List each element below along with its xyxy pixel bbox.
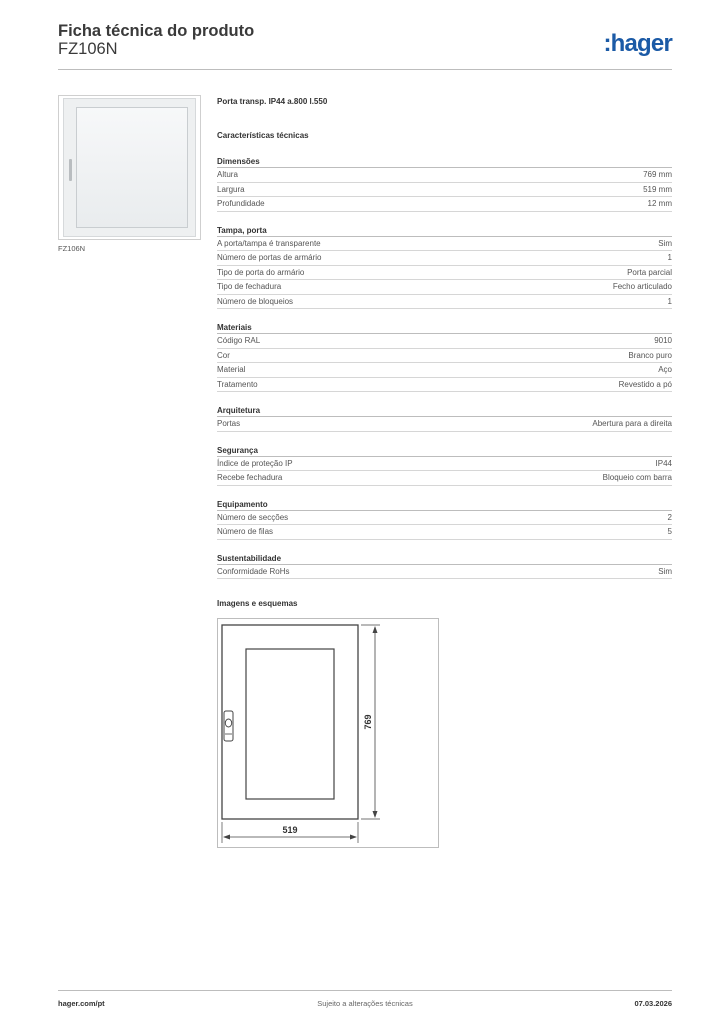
spec-sections [217,155,672,579]
width-label: 519 [282,825,298,835]
product-description: Porta transp. IP44 a.800 l.550 [217,97,328,106]
spec-row [217,168,672,183]
spec-row [217,251,672,266]
spec-value: 9010 [654,336,672,345]
spec-row [217,266,672,281]
spec-value: Sim [658,566,672,576]
door-drawing-svg [218,619,440,849]
spec-label: Tipo de fechadura [217,282,282,291]
section-title: Materiais [217,321,672,334]
spec-label: Cor [217,350,230,360]
spec-value: Branco puro [628,350,672,360]
spec-label: Largura [217,184,245,194]
section-title: Sustentabilidade [217,552,672,565]
spec-label: Altura [217,170,238,179]
spec-row [217,417,672,432]
spec-label: Conformidade RoHs [217,566,290,576]
footer-date: 07.03.2026 [634,999,672,1008]
characteristics-heading: Características técnicas [217,131,309,140]
spec-value: 5 [667,527,672,536]
spec-label: Material [217,365,246,374]
section-title: Segurança [217,444,672,457]
door-image [63,98,196,237]
spec-section [217,444,672,486]
spec-value: Sim [658,238,672,248]
section-title: Tampa, porta [217,224,672,237]
width-arrow-right [350,835,357,840]
spec-label: Número de secções [217,512,289,522]
spec-label: Recebe fechadura [217,473,283,482]
spec-section [217,224,672,310]
spec-row [217,334,672,349]
dimension-drawing [217,618,439,848]
page-header [58,20,672,70]
spec-value: 2 [667,512,672,522]
product-thumbnail[interactable] [58,95,201,240]
hager-logo[interactable] [603,30,672,58]
spec-label: Número de portas de armário [217,253,322,262]
spec-value: Aço [658,365,672,374]
height-arrow-bottom [373,811,378,818]
spec-label: Tipo de porta do armário [217,267,305,277]
spec-row [217,295,672,310]
glass-outline [246,649,334,799]
spec-value: Porta parcial [627,267,672,277]
spec-label: Índice de proteção IP [217,458,293,468]
spec-row [217,280,672,295]
spec-row [217,349,672,364]
spec-section [217,552,672,580]
section-title: Arquitetura [217,404,672,417]
height-arrow-top [373,626,378,633]
section-title: Equipamento [217,498,672,511]
spec-row [217,457,672,472]
spec-label: Número de filas [217,527,274,536]
door-outline [222,625,358,819]
spec-label: Tratamento [217,379,258,389]
spec-row [217,237,672,252]
spec-label: Profundidade [217,199,265,208]
spec-value: 1 [667,296,672,306]
door-lock-icon [69,159,72,181]
spec-value: 12 mm [647,199,672,208]
spec-section [217,404,672,432]
spec-value: Abertura para a direita [592,419,672,428]
lock-outline [224,711,233,741]
thumbnail-caption: FZ106N [58,244,86,253]
door-glass [76,107,188,228]
spec-label: A porta/tampa é transparente [217,238,321,248]
spec-row [217,183,672,198]
spec-section [217,321,672,392]
product-code: FZ106N [58,40,118,58]
logo-text: hager [610,30,672,57]
logo-dot: : [603,30,611,57]
spec-value: Revestido a pó [618,379,672,389]
spec-row [217,471,672,486]
page-footer [58,990,672,1014]
spec-row [217,197,672,212]
spec-label: Código RAL [217,336,261,345]
spec-row [217,565,672,580]
spec-value: 519 mm [643,184,672,194]
spec-row [217,363,672,378]
spec-value: IP44 [655,458,672,468]
spec-value: Fecho articulado [612,282,672,291]
lock-knob-icon [225,719,231,727]
spec-section [217,498,672,540]
width-arrow-left [223,835,230,840]
spec-section [217,155,672,212]
spec-value: Bloqueio com barra [602,473,672,482]
spec-label: Portas [217,419,241,428]
footer-website-link[interactable]: hager.com/pt [58,999,105,1008]
spec-value: 769 mm [643,170,672,179]
footer-disclaimer: Sujeito a alterações técnicas [317,999,413,1008]
document-title: Ficha técnica do produto [58,22,255,40]
spec-row [217,511,672,526]
height-label: 769 [363,714,373,730]
spec-row [217,525,672,540]
spec-row [217,378,672,393]
section-title: Dimensões [217,155,672,168]
spec-label: Número de bloqueios [217,296,294,306]
spec-value: 1 [667,253,672,262]
specs-column [217,95,672,579]
images-heading: Imagens e esquemas [217,599,298,608]
